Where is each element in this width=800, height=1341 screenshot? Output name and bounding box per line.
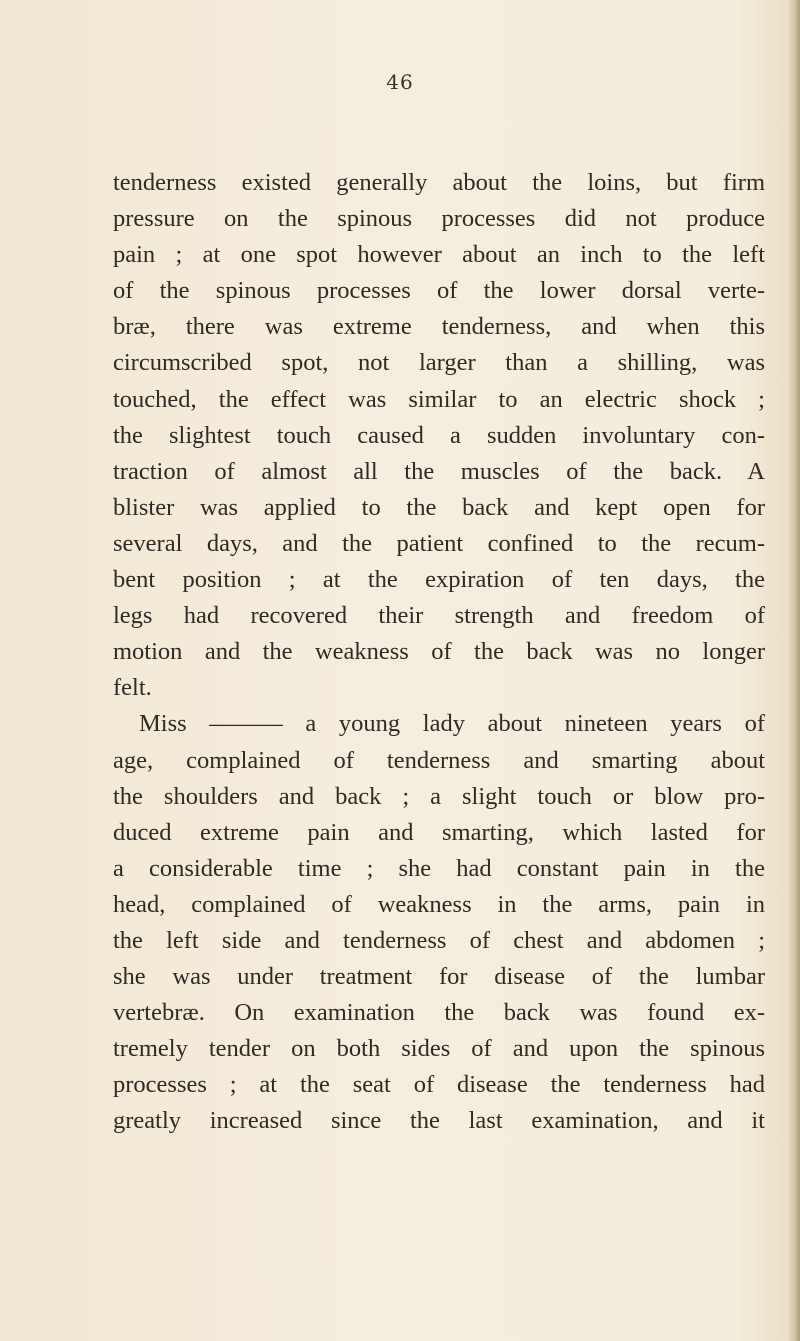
body-text (113, 165, 765, 1140)
text-line: processes ; at the seat of disease the tenderness had (113, 1071, 765, 1099)
text-line: duced extreme pain and smarting, which lasted for (113, 818, 765, 846)
text-line: the slightest touch caused a sudden involuntary con- (113, 421, 765, 449)
text-line: age, complained of tenderness and smarting about (113, 746, 765, 774)
text-line: the left side and tenderness of chest and abdomen ; (113, 926, 765, 954)
text-line: bræ, there was extreme tenderness, and when this (113, 313, 765, 341)
text-line: legs had recovered their strength and freedom of (113, 602, 765, 630)
text-line: the shoulders and back ; a slight touch or blow pro- (113, 782, 765, 810)
page-number: 46 (386, 70, 414, 94)
page-edge-shadow (788, 0, 800, 1341)
paragraph-start-line: Miss ——— a young lady about nineteen years of (139, 710, 765, 738)
text-line: motion and the weakness of the back was no longer (113, 638, 765, 666)
text-line: touched, the effect was similar to an electric shock ; (113, 385, 765, 413)
text-line: pressure on the spinous processes did not produce (113, 205, 765, 233)
text-line: greatly increased since the last examination, and it (113, 1107, 765, 1135)
paragraph-end-line: felt. (113, 674, 152, 702)
text-line: vertebræ. On examination the back was found ex- (113, 999, 765, 1027)
text-line: of the spinous processes of the lower dorsal verte- (113, 277, 765, 305)
text-line: bent position ; at the expiration of ten days, the (113, 566, 765, 594)
text-line: several days, and the patient confined to the recum- (113, 529, 765, 557)
text-line: pain ; at one spot however about an inch to the left (113, 241, 765, 269)
text-line: head, complained of weakness in the arms, pain in (113, 890, 765, 918)
text-line: tenderness existed generally about the loins, but firm (113, 169, 765, 196)
text-line: traction of almost all the muscles of the back. A (113, 457, 765, 485)
text-line: blister was applied to the back and kept open for (113, 493, 765, 521)
text-line: she was under treatment for disease of the lumbar (113, 963, 765, 991)
text-line: tremely tender on both sides of and upon the spinous (113, 1035, 765, 1063)
text-line: circumscribed spot, not larger than a shilling, was (113, 349, 765, 377)
text-line: a considerable time ; she had constant pain in the (113, 854, 765, 882)
